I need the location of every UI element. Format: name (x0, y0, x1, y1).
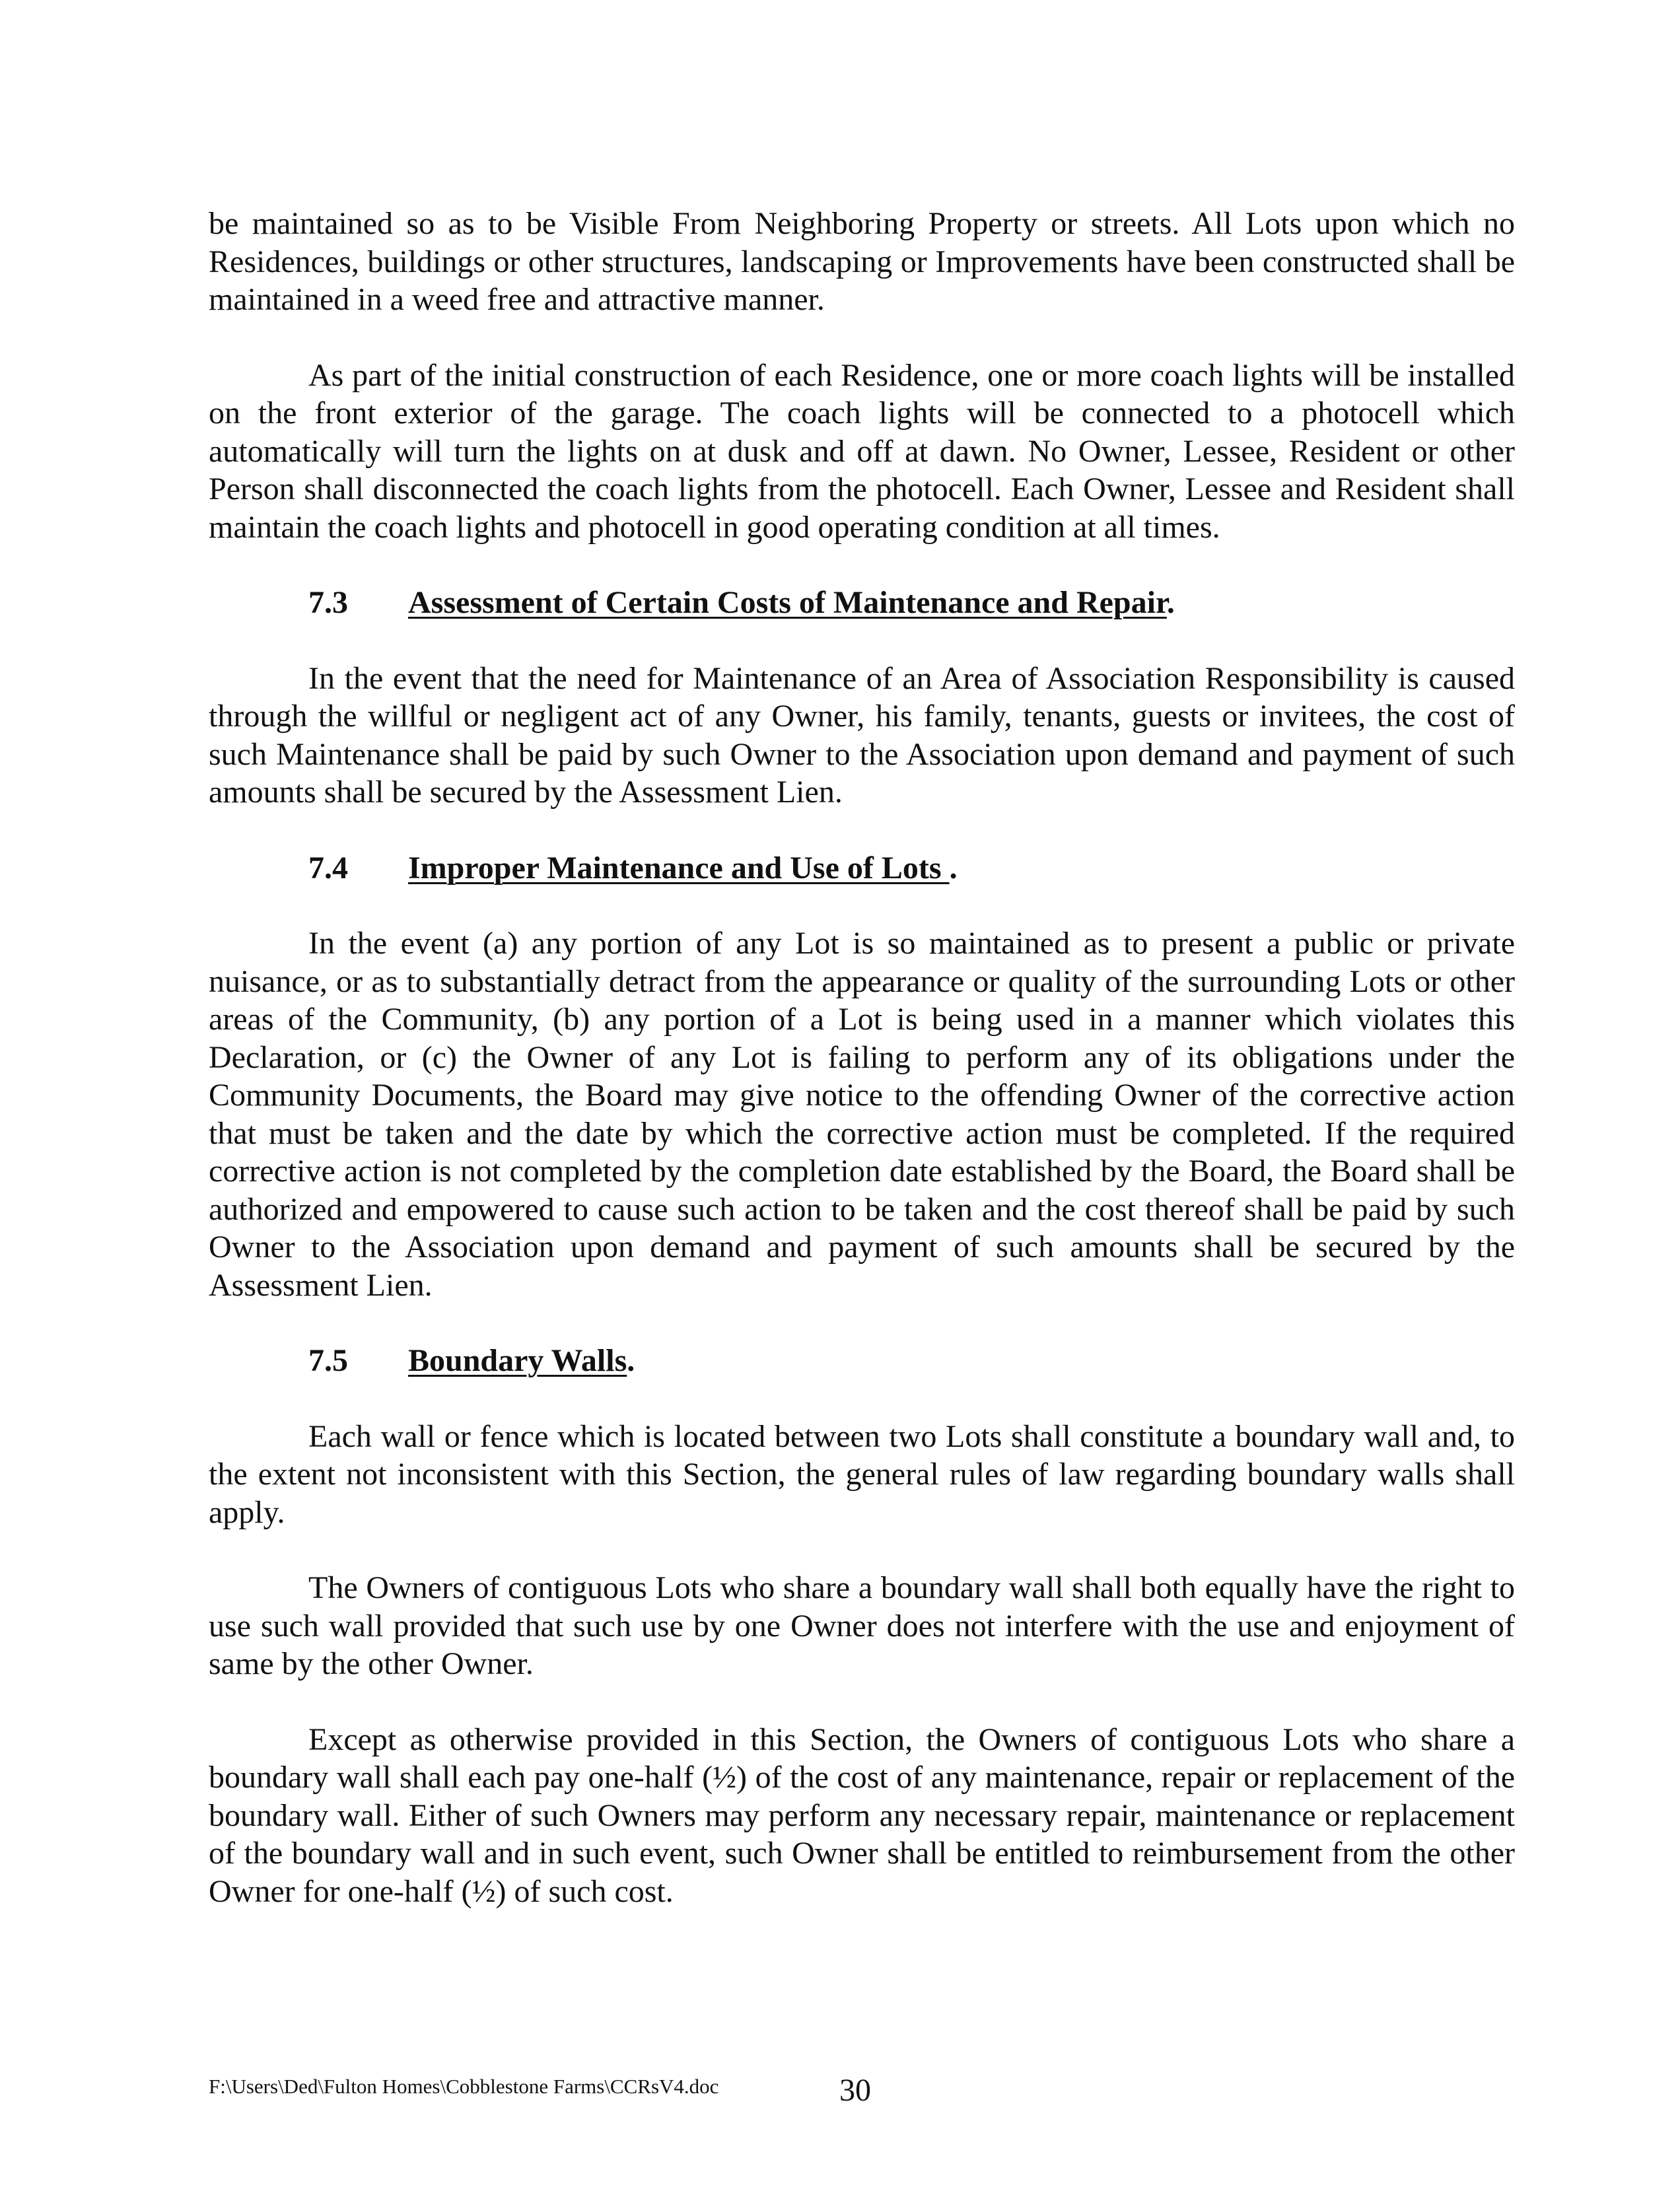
section-7-5-paragraph-3: Except as otherwise provided in this Section, the Owners of contiguous Lots who share a boundary wall shall each pay one-half (½) of the cost of any maintenance, repair or replacement of the boundary wall. Either of such Owners may perform any necessary repair, maintenance or replacement of the boundary wall and in such event, such Owner shall be entitled to reimbursement from the other Owner for one-half (½) of such cost. (209, 1721, 1515, 1909)
section-7-5-paragraph-2: The Owners of contiguous Lots who share a boundary wall shall both equally have the right to use such wall provided that such use by one Owner does not interfere with the use and enjoyment of same by the other Owner. (209, 1570, 1515, 1681)
section-title: Boundary Walls (408, 1343, 627, 1378)
document-page (209, 205, 1515, 1910)
paragraph-continued: be maintained so as to be Visible From Neighboring Property or streets. All Lots upon which no Residences, buildings or other structures, landscaping or Improvements have been constructed shall be maintained in a weed free and attractive manner. (209, 206, 1515, 317)
footer-file-path: F:\Users\Ded\Fulton Homes\Cobblestone Farms\CCRsV4.doc (209, 2075, 719, 2098)
section-number: 7.4 (308, 850, 348, 885)
paragraph-coach-lights: As part of the initial construction of each Residence, one or more coach lights will be installed on the front exterior of the garage. The coach lights will be connected to a photocell which automatically will turn the lights on at dusk and off at dawn. No Owner, Lessee, Resident or other Person shall disconnected the coach lights from the photocell. Each Owner, Lessee and Resident shall maintain the coach lights and photocell in good operating condition at all times. (209, 357, 1515, 545)
section-number: 7.3 (308, 585, 348, 620)
section-heading-7-3 (209, 584, 1515, 622)
section-title-suffix: . (627, 1343, 635, 1378)
section-heading-7-4 (209, 849, 1515, 887)
section-title-suffix: . (1166, 585, 1175, 620)
section-7-3-paragraph: In the event that the need for Maintenance of an Area of Association Responsibility is caused through the willful or negligent act of any Owner, his family, tenants, guests or invitees, the cost of such Maintenance shall be paid by such Owner to the Association upon demand and payment of such amounts shall be secured by the Assessment Lien. (209, 660, 1515, 810)
page-footer (209, 2072, 1133, 2125)
page-number: 30 (839, 2073, 871, 2108)
section-heading-7-5 (209, 1342, 1515, 1380)
section-number: 7.5 (308, 1343, 348, 1378)
section-7-4-paragraph: In the event (a) any portion of any Lot is so maintained as to present a public or private nuisance, or as to substantially detract from the appearance or quality of the surrounding Lots or other areas of the Community, (b) any portion of a Lot is being used in a manner which violates this Declaration, or (c) the Owner of any Lot is failing to perform any of its obligations under the Community Documents, the Board may give notice to the offending Owner of the corrective action that must be taken and the date by which the corrective action must be completed. If the required corrective action is not completed by the completion date established by the Board, the Board shall be authorized and empowered to cause such action to be taken and the cost thereof shall be paid by such Owner to the Association upon demand and payment of such amounts shall be secured by the Assessment Lien. (209, 926, 1515, 1303)
section-title-suffix: . (949, 850, 958, 885)
section-title: Assessment of Certain Costs of Maintenance and Repair (408, 585, 1167, 620)
section-7-5-paragraph-1: Each wall or fence which is located between two Lots shall constitute a boundary wall and, to the extent not inconsistent with this Section, the general rules of law regarding boundary walls shall apply. (209, 1418, 1515, 1530)
section-title: Improper Maintenance and Use of Lots (408, 850, 950, 885)
